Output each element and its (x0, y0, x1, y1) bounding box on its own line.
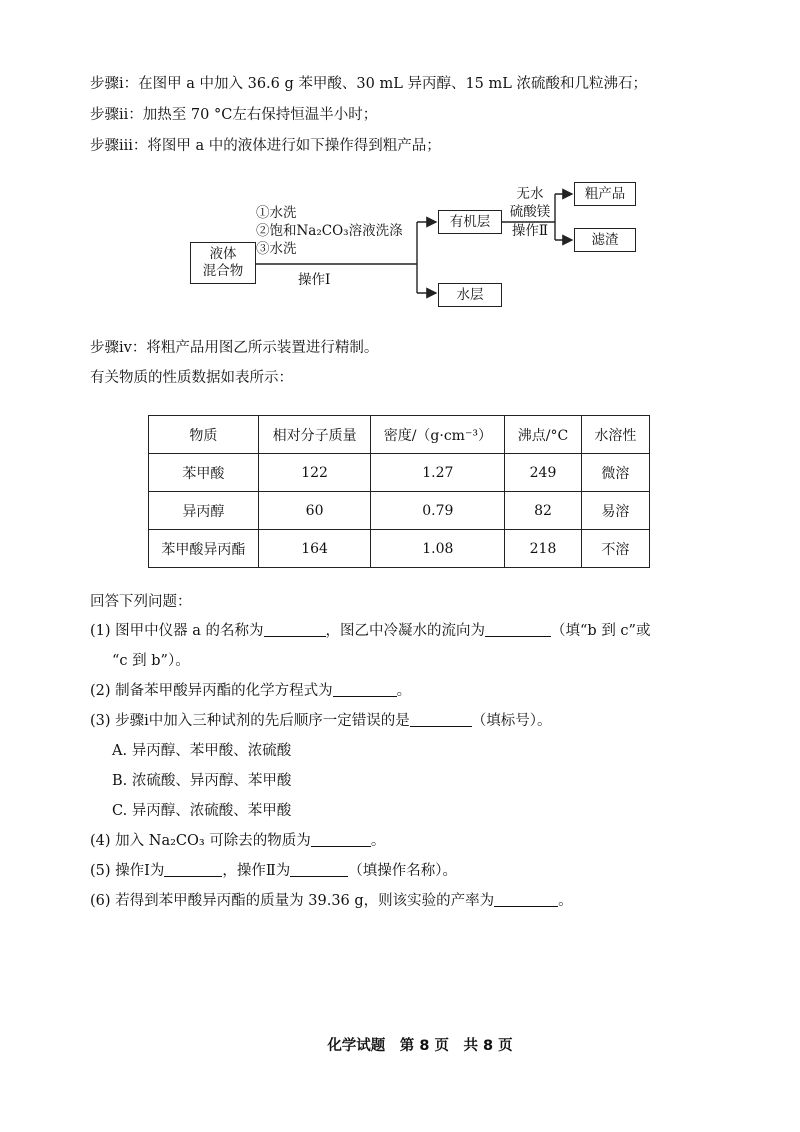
start-box-line-2: 混合物 (202, 263, 244, 279)
question-6 (90, 891, 573, 911)
page-footer: 化学试题 第 8 页 共 8 页 (327, 1038, 513, 1054)
question-3 (90, 711, 552, 731)
q6-blank[interactable] (494, 892, 558, 907)
q5-text-b: ，操作Ⅱ为 (222, 863, 291, 879)
table-row (149, 530, 650, 568)
q5-text-a: (5) 操作Ⅰ为 (90, 863, 165, 879)
table-cell: 易溶 (581, 492, 649, 530)
q3-blank[interactable] (410, 712, 472, 727)
table-row (149, 492, 650, 530)
step-3-text: 步骤ⅲ：将图甲 a 中的液体进行如下操作得到粗产品； (90, 138, 441, 154)
q2-text-a: (2) 制备苯甲酸异丙酯的化学方程式为 (90, 683, 333, 699)
q4-blank[interactable] (311, 832, 371, 847)
question-1 (90, 621, 650, 641)
start-box-line-1: 液体 (209, 246, 237, 262)
question-4 (90, 831, 385, 851)
option-b: B. 浓硫酸、异丙醇、苯甲酸 (112, 773, 292, 789)
table-cell: 苯甲酸 (149, 454, 259, 492)
properties-table (148, 415, 650, 568)
table-cell: 1.27 (371, 454, 505, 492)
q3-text-b: （填标号）。 (471, 713, 552, 729)
start-box-liquid-mixture (190, 242, 256, 284)
reagent-line-1: 无水 (516, 186, 544, 202)
table-cell: 0.79 (371, 492, 505, 530)
option-c: C. 异丙醇、浓硫酸、苯甲酸 (112, 803, 292, 819)
q4-text-a: (4) 加入 Na₂CO₃ 可除去的物质为 (90, 833, 311, 849)
table-intro-text: 有关物质的性质数据如表所示： (90, 370, 293, 386)
table-header: 相对分子质量 (258, 416, 371, 454)
crude-product-box: 粗产品 (574, 182, 636, 206)
q1-text-c: （填“b 到 c”或 (551, 623, 651, 639)
question-5 (90, 861, 457, 881)
step-4-text: 步骤ⅳ：将粗产品用图乙所示装置进行精制。 (90, 340, 379, 356)
q1-text-a: (1) 图甲中仪器 a 的名称为 (90, 623, 264, 639)
q3-text-a: (3) 步骤ⅰ中加入三种试剂的先后顺序一定错误的是 (90, 713, 410, 729)
table-header: 沸点/°C (505, 416, 582, 454)
table-header: 密度/（g·cm⁻³） (371, 416, 505, 454)
q1-blank-1[interactable] (264, 622, 326, 637)
table-row (149, 454, 650, 492)
q2-text-b: 。 (396, 683, 412, 699)
table-cell: 218 (505, 530, 582, 568)
wash-step-3: ③水洗 (256, 241, 297, 257)
wash-step-1: ①水洗 (256, 205, 297, 221)
organic-layer-box: 有机层 (438, 210, 502, 234)
question-2 (90, 681, 411, 701)
table-header-row (149, 416, 650, 454)
q1-blank-2[interactable] (485, 622, 551, 637)
questions-intro: 回答下列问题： (90, 594, 192, 610)
wash-step-2: ②饱和Na₂CO₃溶液洗涤 (256, 223, 403, 239)
q5-blank-2[interactable] (290, 862, 348, 877)
table-header: 物质 (149, 416, 259, 454)
q6-text-b: 。 (558, 893, 573, 909)
table-cell: 122 (258, 454, 371, 492)
table-cell: 82 (505, 492, 582, 530)
q5-text-c: （填操作名称）。 (348, 863, 457, 879)
step-1-text: 步骤ⅰ：在图甲 a 中加入 36.6 g 苯甲酸、30 mL 异丙醇、15 mL 浓硫酸和几粒沸石； (90, 76, 647, 92)
option-a: A. 异丙醇、苯甲酸、浓硫酸 (112, 743, 292, 759)
table-cell: 微溶 (581, 454, 649, 492)
reagent-line-2: 硫酸镁 (509, 204, 551, 220)
table-cell: 异丙醇 (149, 492, 259, 530)
residue-box: 滤渣 (574, 228, 636, 252)
q4-text-b: 。 (370, 833, 386, 849)
table-cell: 不溶 (581, 530, 649, 568)
table-cell: 249 (505, 454, 582, 492)
table-cell: 苯甲酸异丙酯 (149, 530, 259, 568)
step-2-text: 步骤ⅱ：加热至 70 °C左右保持恒温半小时； (90, 107, 378, 123)
q5-blank-1[interactable] (164, 862, 222, 877)
table-cell: 1.08 (371, 530, 505, 568)
q6-text-a: (6) 若得到苯甲酸异丙酯的质量为 39.36 g，则该实验的产率为 (90, 893, 495, 909)
operation-1-label: 操作Ⅰ (298, 272, 331, 288)
operation-2-label: 操作Ⅱ (511, 223, 549, 239)
water-layer-box: 水层 (438, 283, 502, 307)
table-cell: 60 (258, 492, 371, 530)
question-1-continued: “c 到 b”）。 (112, 653, 190, 669)
q1-text-b: ，图乙中冷凝水的流向为 (325, 623, 486, 639)
q2-blank[interactable] (333, 682, 397, 697)
table-cell: 164 (258, 530, 371, 568)
flow-diagram (170, 180, 670, 320)
table-header: 水溶性 (581, 416, 649, 454)
